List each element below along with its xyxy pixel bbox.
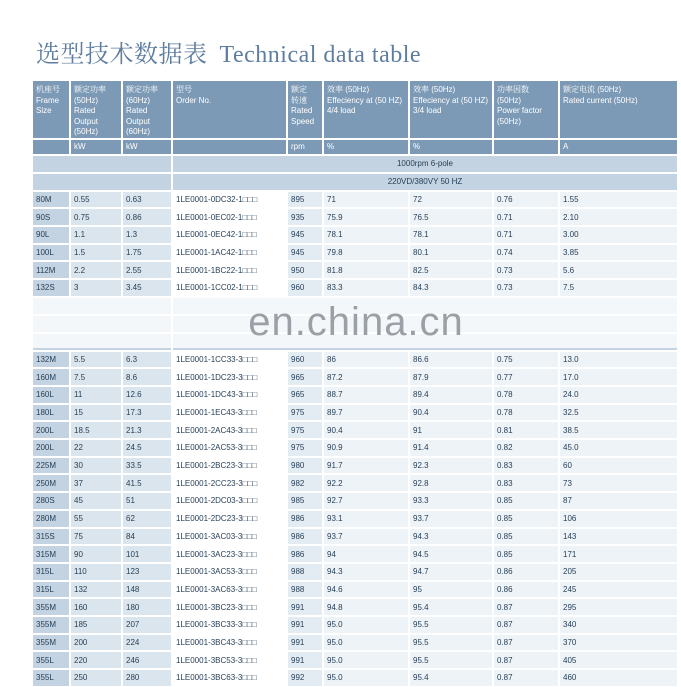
order-no-cell: 1LE0001-3AC63-3□□□: [173, 582, 288, 600]
efficiency-44-cell: 94.3: [324, 564, 410, 582]
power-factor-cell: 0.74: [494, 245, 560, 263]
rated-speed-cell: 960: [288, 280, 324, 298]
frame-size-cell: 90S: [33, 209, 71, 227]
technical-data-table: [33, 81, 679, 687]
table-row: [33, 493, 679, 511]
frame-size-cell: 355M: [33, 635, 71, 653]
header-order-no: 型号 Order No.: [173, 81, 288, 140]
power-factor-cell: 0.87: [494, 670, 560, 687]
rated-current-cell: 2.10: [560, 209, 679, 227]
efficiency-34-cell: 84.3: [410, 280, 494, 298]
order-no-cell: 1LE0001-3BC33-3□□□: [173, 617, 288, 635]
efficiency-44-cell: 92.2: [324, 475, 410, 493]
unit-efficiency-44: %: [324, 140, 410, 156]
order-no-cell: 1LE0001-1CC33-3□□□: [173, 352, 288, 370]
unit-current: A: [560, 140, 679, 156]
frame-size-cell: 280S: [33, 493, 71, 511]
efficiency-34-cell: 92.3: [410, 458, 494, 476]
rated-output-60hz-cell: 41.5: [123, 475, 173, 493]
rated-output-60hz-cell: 123: [123, 564, 173, 582]
order-no-cell: 1LE0001-1CC02-1□□□: [173, 280, 288, 298]
rated-current-cell: 340: [560, 617, 679, 635]
rated-output-60hz-cell: 3.45: [123, 280, 173, 298]
power-factor-cell: 0.78: [494, 387, 560, 405]
frame-size-cell: 315L: [33, 564, 71, 582]
efficiency-34-cell: 86.6: [410, 352, 494, 370]
efficiency-34-cell: 95.5: [410, 635, 494, 653]
efficiency-34-cell: 76.5: [410, 209, 494, 227]
header-efficiency-34: 效率 (50Hz) Effeciency at (50 HZ) 3/4 load: [410, 81, 494, 140]
group-blank: [33, 156, 173, 174]
order-no-cell: 1LE0001-2CC23-3□□□: [173, 475, 288, 493]
order-no-cell: 1LE0001-3BC23-3□□□: [173, 599, 288, 617]
efficiency-44-cell: 95.0: [324, 652, 410, 670]
power-factor-cell: 0.77: [494, 369, 560, 387]
table-row: [33, 511, 679, 529]
rated-speed-cell: 991: [288, 617, 324, 635]
rated-output-50hz-cell: 1.1: [71, 227, 123, 245]
rated-output-60hz-cell: 51: [123, 493, 173, 511]
rated-output-50hz-cell: 90: [71, 546, 123, 564]
power-factor-cell: 0.83: [494, 458, 560, 476]
efficiency-34-cell: 93.3: [410, 493, 494, 511]
rated-output-50hz-cell: 45: [71, 493, 123, 511]
efficiency-34-cell: 72: [410, 192, 494, 210]
header-rated-output-60hz: 额定功率 (60Hz) Rated Output (60Hz): [123, 81, 173, 140]
power-factor-cell: 0.87: [494, 652, 560, 670]
power-factor-cell: 0.87: [494, 617, 560, 635]
rated-output-50hz-cell: 185: [71, 617, 123, 635]
power-factor-cell: 0.75: [494, 352, 560, 370]
order-no-cell: 1LE0001-2BC23-3□□□: [173, 458, 288, 476]
table-row: [33, 209, 679, 227]
rated-current-cell: 1.55: [560, 192, 679, 210]
rated-output-50hz-cell: 250: [71, 670, 123, 687]
power-factor-cell: 0.73: [494, 262, 560, 280]
rated-current-cell: 60: [560, 458, 679, 476]
header-efficiency-44: 效率 (50Hz) Effeciency at (50 HZ) 4/4 load: [324, 81, 410, 140]
efficiency-34-cell: 78.1: [410, 227, 494, 245]
rated-current-cell: 45.0: [560, 440, 679, 458]
table-row: [33, 475, 679, 493]
rated-speed-cell: 965: [288, 387, 324, 405]
order-no-cell: 1LE0001-0EC02-1□□□: [173, 209, 288, 227]
table-row: [33, 564, 679, 582]
rated-current-cell: 17.0: [560, 369, 679, 387]
frame-size-cell: 355M: [33, 599, 71, 617]
rated-current-cell: 3.85: [560, 245, 679, 263]
rated-output-60hz-cell: 1.3: [123, 227, 173, 245]
rated-output-50hz-cell: 220: [71, 652, 123, 670]
rated-output-60hz-cell: 148: [123, 582, 173, 600]
rated-output-60hz-cell: 101: [123, 546, 173, 564]
efficiency-34-cell: 89.4: [410, 387, 494, 405]
efficiency-34-cell: 95.4: [410, 599, 494, 617]
rated-speed-cell: 950: [288, 262, 324, 280]
rated-speed-cell: 986: [288, 546, 324, 564]
efficiency-34-cell: 91.4: [410, 440, 494, 458]
rated-output-60hz-cell: 84: [123, 529, 173, 547]
table-row: [33, 546, 679, 564]
efficiency-44-cell: 88.7: [324, 387, 410, 405]
rated-output-50hz-cell: 0.55: [71, 192, 123, 210]
frame-size-cell: 160M: [33, 369, 71, 387]
rated-speed-cell: 988: [288, 582, 324, 600]
efficiency-34-cell: 91: [410, 422, 494, 440]
rated-speed-cell: 980: [288, 458, 324, 476]
frame-size-cell: 355M: [33, 617, 71, 635]
rated-output-50hz-cell: 75: [71, 529, 123, 547]
header-row: [33, 81, 679, 140]
rated-output-50hz-cell: 7.5: [71, 369, 123, 387]
frame-size-cell: 132S: [33, 280, 71, 298]
table-row: [33, 670, 679, 687]
table-row: [33, 387, 679, 405]
rated-current-cell: 3.00: [560, 227, 679, 245]
order-no-cell: 1LE0001-0DC32-1□□□: [173, 192, 288, 210]
rated-current-cell: 32.5: [560, 405, 679, 423]
efficiency-44-cell: 93.1: [324, 511, 410, 529]
rated-output-50hz-cell: 55: [71, 511, 123, 529]
frame-size-cell: 355L: [33, 652, 71, 670]
frame-size-cell: 80M: [33, 192, 71, 210]
rated-speed-cell: 945: [288, 227, 324, 245]
order-no-cell: 1LE0001-3AC23-3□□□: [173, 546, 288, 564]
rated-output-50hz-cell: 5.5: [71, 352, 123, 370]
rated-speed-cell: 975: [288, 422, 324, 440]
frame-size-cell: 160L: [33, 387, 71, 405]
rated-output-60hz-cell: 6.3: [123, 352, 173, 370]
rated-speed-cell: 986: [288, 511, 324, 529]
power-factor-cell: 0.85: [494, 511, 560, 529]
rated-output-50hz-cell: 110: [71, 564, 123, 582]
power-factor-cell: 0.76: [494, 192, 560, 210]
power-factor-cell: 0.85: [494, 493, 560, 511]
table-row: [33, 192, 679, 210]
rated-output-60hz-cell: 0.63: [123, 192, 173, 210]
rated-output-60hz-cell: 2.55: [123, 262, 173, 280]
table-row: [33, 369, 679, 387]
frame-size-cell: 315M: [33, 546, 71, 564]
table-row: [33, 245, 679, 263]
title-en: Technical data table: [219, 42, 422, 68]
rated-output-60hz-cell: 17.3: [123, 405, 173, 423]
rated-output-50hz-cell: 22: [71, 440, 123, 458]
unit-power-factor: [494, 140, 560, 156]
efficiency-44-cell: 94.8: [324, 599, 410, 617]
rated-output-50hz-cell: 37: [71, 475, 123, 493]
rated-current-cell: 295: [560, 599, 679, 617]
header-power-factor: 功率因数 (50Hz) Power factor (50Hz): [494, 81, 560, 140]
order-no-cell: 1LE0001-3AC53-3□□□: [173, 564, 288, 582]
frame-size-cell: 250M: [33, 475, 71, 493]
efficiency-44-cell: 79.8: [324, 245, 410, 263]
frame-size-cell: 180L: [33, 405, 71, 423]
power-factor-cell: 0.71: [494, 227, 560, 245]
table-row: [33, 635, 679, 653]
frame-size-cell: 355L: [33, 670, 71, 687]
unit-output-50hz: kW: [71, 140, 123, 156]
order-no-cell: 1LE0001-3AC03-3□□□: [173, 529, 288, 547]
efficiency-44-cell: 93.7: [324, 529, 410, 547]
power-factor-cell: 0.86: [494, 564, 560, 582]
efficiency-44-cell: 87.2: [324, 369, 410, 387]
table-row: [33, 458, 679, 476]
rated-output-50hz-cell: 1.5: [71, 245, 123, 263]
efficiency-34-cell: 92.8: [410, 475, 494, 493]
order-no-cell: 1LE0001-3BC53-3□□□: [173, 652, 288, 670]
rated-speed-cell: 985: [288, 493, 324, 511]
efficiency-34-cell: 95.5: [410, 617, 494, 635]
rated-speed-cell: 986: [288, 529, 324, 547]
rated-output-60hz-cell: 33.5: [123, 458, 173, 476]
unit-frame: [33, 140, 71, 156]
rated-output-60hz-cell: 62: [123, 511, 173, 529]
rated-output-60hz-cell: 8.6: [123, 369, 173, 387]
header-frame-size: 机座号 Frame Size: [33, 81, 71, 140]
power-factor-cell: 0.87: [494, 599, 560, 617]
rated-output-60hz-cell: 21.3: [123, 422, 173, 440]
group-label-6-pole: 1000rpm 6-pole: [173, 156, 679, 174]
rated-speed-cell: 992: [288, 670, 324, 687]
order-no-cell: 1LE0001-2DC23-3□□□: [173, 511, 288, 529]
rated-speed-cell: 975: [288, 405, 324, 423]
efficiency-34-cell: 82.5: [410, 262, 494, 280]
rated-output-50hz-cell: 30: [71, 458, 123, 476]
efficiency-44-cell: 91.7: [324, 458, 410, 476]
efficiency-34-cell: 93.7: [410, 511, 494, 529]
table-row: [33, 529, 679, 547]
power-factor-cell: 0.82: [494, 440, 560, 458]
rated-output-60hz-cell: 1.75: [123, 245, 173, 263]
efficiency-44-cell: 94.6: [324, 582, 410, 600]
header-rated-output-50hz: 额定功率 (50Hz) Rated Output (50Hz): [71, 81, 123, 140]
power-factor-cell: 0.87: [494, 635, 560, 653]
order-no-cell: 1LE0001-1AC42-1□□□: [173, 245, 288, 263]
efficiency-44-cell: 78.1: [324, 227, 410, 245]
order-no-cell: 1LE0001-1BC22-1□□□: [173, 262, 288, 280]
rated-output-50hz-cell: 18.5: [71, 422, 123, 440]
group-label-voltage: 220VD/380VY 50 HZ: [173, 174, 679, 192]
power-factor-cell: 0.83: [494, 475, 560, 493]
table-row: [33, 582, 679, 600]
frame-size-cell: 280M: [33, 511, 71, 529]
rated-current-cell: 73: [560, 475, 679, 493]
efficiency-34-cell: 87.9: [410, 369, 494, 387]
efficiency-34-cell: 95.5: [410, 652, 494, 670]
rated-speed-cell: 975: [288, 440, 324, 458]
rated-current-cell: 13.0: [560, 352, 679, 370]
table-row: [33, 617, 679, 635]
efficiency-34-cell: 94.5: [410, 546, 494, 564]
rated-output-50hz-cell: 11: [71, 387, 123, 405]
efficiency-44-cell: 95.0: [324, 635, 410, 653]
watermark: en.china.cn: [33, 296, 679, 348]
order-no-cell: 1LE0001-1EC43-3□□□: [173, 405, 288, 423]
rated-current-cell: 245: [560, 582, 679, 600]
efficiency-44-cell: 81.8: [324, 262, 410, 280]
rated-output-60hz-cell: 180: [123, 599, 173, 617]
rated-current-cell: 460: [560, 670, 679, 687]
rated-speed-cell: 988: [288, 564, 324, 582]
page-title: [36, 34, 421, 69]
rated-output-50hz-cell: 15: [71, 405, 123, 423]
rated-speed-cell: 965: [288, 369, 324, 387]
frame-size-cell: 315L: [33, 582, 71, 600]
rated-current-cell: 171: [560, 546, 679, 564]
header-rated-current: 额定电流 (50Hz) Rated current (50Hz): [560, 81, 679, 140]
order-no-cell: 1LE0001-3BC63-3□□□: [173, 670, 288, 687]
rated-current-cell: 7.5: [560, 280, 679, 298]
rated-output-60hz-cell: 224: [123, 635, 173, 653]
table-row: [33, 280, 679, 298]
rated-current-cell: 38.5: [560, 422, 679, 440]
efficiency-44-cell: 92.7: [324, 493, 410, 511]
rated-speed-cell: 895: [288, 192, 324, 210]
rated-current-cell: 5.6: [560, 262, 679, 280]
rated-current-cell: 24.0: [560, 387, 679, 405]
order-no-cell: 1LE0001-2DC03-3□□□: [173, 493, 288, 511]
rated-current-cell: 143: [560, 529, 679, 547]
power-factor-cell: 0.78: [494, 405, 560, 423]
efficiency-34-cell: 94.3: [410, 529, 494, 547]
efficiency-44-cell: 95.0: [324, 617, 410, 635]
power-factor-cell: 0.85: [494, 546, 560, 564]
efficiency-44-cell: 71: [324, 192, 410, 210]
rated-output-50hz-cell: 3: [71, 280, 123, 298]
rated-speed-cell: 991: [288, 599, 324, 617]
efficiency-34-cell: 80.1: [410, 245, 494, 263]
order-no-cell: 1LE0001-2AC53-3□□□: [173, 440, 288, 458]
unit-efficiency-34: %: [410, 140, 494, 156]
table-row: [33, 599, 679, 617]
rated-current-cell: 405: [560, 652, 679, 670]
group-blank: [33, 174, 173, 192]
rated-output-60hz-cell: 280: [123, 670, 173, 687]
rated-speed-cell: 945: [288, 245, 324, 263]
efficiency-34-cell: 94.7: [410, 564, 494, 582]
rated-output-50hz-cell: 2.2: [71, 262, 123, 280]
rated-output-60hz-cell: 246: [123, 652, 173, 670]
rated-output-60hz-cell: 207: [123, 617, 173, 635]
frame-size-cell: 132M: [33, 352, 71, 370]
title-zh: 选型技术数据表: [36, 42, 208, 68]
power-factor-cell: 0.71: [494, 209, 560, 227]
frame-size-cell: 100L: [33, 245, 71, 263]
table-row: [33, 652, 679, 670]
rated-current-cell: 205: [560, 564, 679, 582]
rated-speed-cell: 991: [288, 635, 324, 653]
rated-output-50hz-cell: 132: [71, 582, 123, 600]
units-row: [33, 140, 679, 156]
rated-speed-cell: 935: [288, 209, 324, 227]
table-row: [33, 352, 679, 370]
rated-current-cell: 106: [560, 511, 679, 529]
order-no-cell: 1LE0001-2AC43-3□□□: [173, 422, 288, 440]
power-factor-cell: 0.85: [494, 529, 560, 547]
efficiency-44-cell: 75.9: [324, 209, 410, 227]
table-row: [33, 422, 679, 440]
efficiency-44-cell: 94: [324, 546, 410, 564]
group-row-pole: [33, 156, 679, 174]
unit-order: [173, 140, 288, 156]
rated-speed-cell: 982: [288, 475, 324, 493]
order-no-cell: 1LE0001-1DC23-3□□□: [173, 369, 288, 387]
efficiency-34-cell: 95: [410, 582, 494, 600]
group-row-voltage: [33, 174, 679, 192]
rated-output-60hz-cell: 0.86: [123, 209, 173, 227]
unit-output-60hz: kW: [123, 140, 173, 156]
rated-output-50hz-cell: 200: [71, 635, 123, 653]
rated-current-cell: 370: [560, 635, 679, 653]
frame-size-cell: 225M: [33, 458, 71, 476]
order-no-cell: 1LE0001-1DC43-3□□□: [173, 387, 288, 405]
efficiency-34-cell: 90.4: [410, 405, 494, 423]
efficiency-44-cell: 90.9: [324, 440, 410, 458]
rated-speed-cell: 991: [288, 652, 324, 670]
frame-size-cell: 200L: [33, 422, 71, 440]
efficiency-44-cell: 86: [324, 352, 410, 370]
frame-size-cell: 315S: [33, 529, 71, 547]
efficiency-44-cell: 90.4: [324, 422, 410, 440]
power-factor-cell: 0.81: [494, 422, 560, 440]
table-row: [33, 405, 679, 423]
frame-size-cell: 90L: [33, 227, 71, 245]
rated-speed-cell: 960: [288, 352, 324, 370]
unit-speed: rpm: [288, 140, 324, 156]
order-no-cell: 1LE0001-0EC42-1□□□: [173, 227, 288, 245]
table-row: [33, 440, 679, 458]
efficiency-44-cell: 83.3: [324, 280, 410, 298]
power-factor-cell: 0.73: [494, 280, 560, 298]
rated-current-cell: 87: [560, 493, 679, 511]
rated-output-50hz-cell: 0.75: [71, 209, 123, 227]
rated-output-60hz-cell: 12.6: [123, 387, 173, 405]
rated-output-60hz-cell: 24.5: [123, 440, 173, 458]
efficiency-44-cell: 89.7: [324, 405, 410, 423]
efficiency-44-cell: 95.0: [324, 670, 410, 687]
order-no-cell: 1LE0001-3BC43-3□□□: [173, 635, 288, 653]
rated-output-50hz-cell: 160: [71, 599, 123, 617]
table-row: [33, 262, 679, 280]
power-factor-cell: 0.86: [494, 582, 560, 600]
table-row: [33, 227, 679, 245]
header-rated-speed: 额定 转速 Rated Speed: [288, 81, 324, 140]
frame-size-cell: 112M: [33, 262, 71, 280]
efficiency-34-cell: 95.4: [410, 670, 494, 687]
frame-size-cell: 200L: [33, 440, 71, 458]
